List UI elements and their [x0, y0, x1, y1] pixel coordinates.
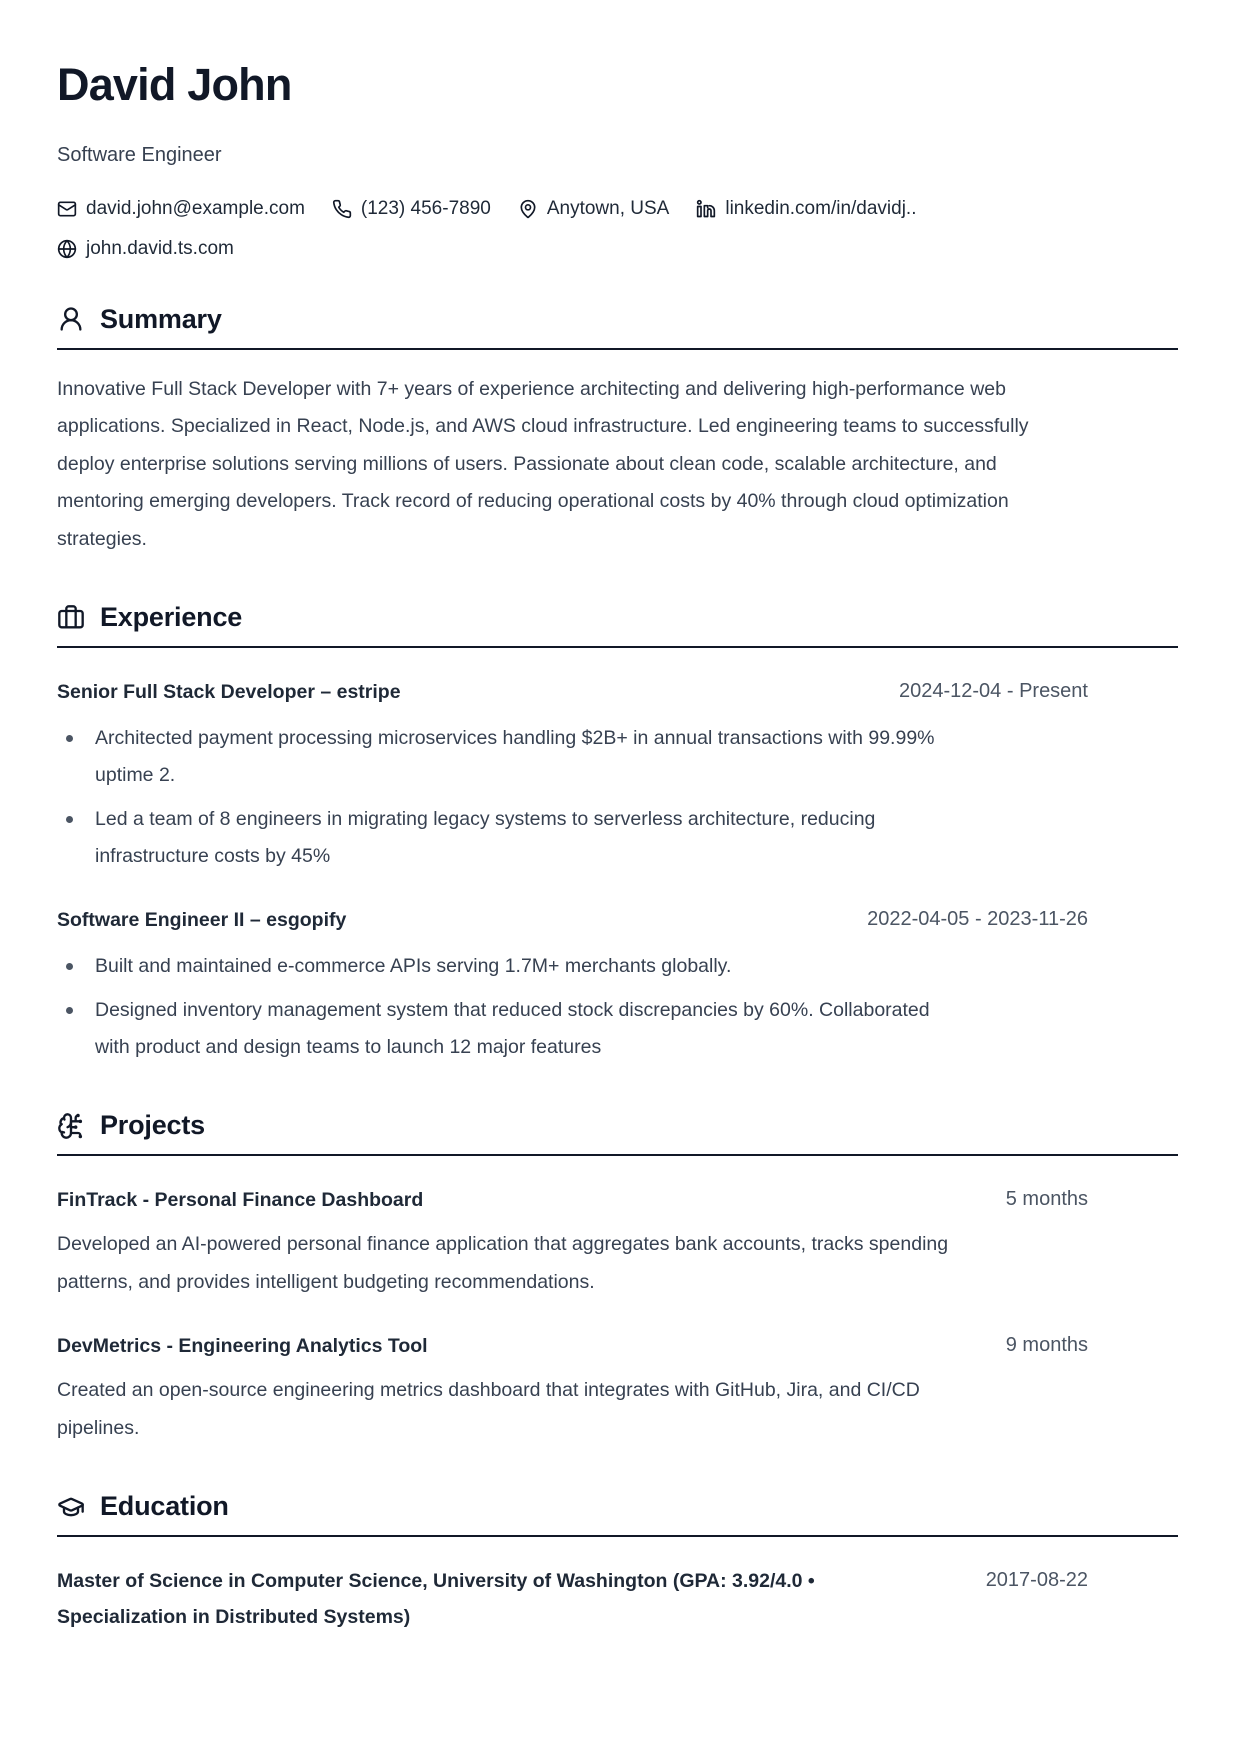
contact-location: [518, 198, 670, 220]
project-entry: [57, 1328, 1185, 1447]
job-bullet-list: [57, 720, 957, 875]
job-bullet: Designed inventory management system that reduced stock discrepancies by 60%. Collaborated with product and design teams to launch 12 major features: [57, 992, 957, 1066]
project-entry: [57, 1182, 1185, 1301]
job-bullet: Architected payment processing microservices handling $2B+ in annual transactions with 99.99% uptime 2.: [57, 720, 957, 794]
education-entry-head: [57, 1563, 1088, 1635]
job-bullet: Built and maintained e-commerce APIs serving 1.7M+ merchants globally.: [57, 948, 957, 985]
section-rule: [57, 1535, 1178, 1537]
job-title: Software Engineer II – esgopify: [57, 909, 347, 931]
education-entry: [57, 1563, 1185, 1635]
degree-title: Master of Science in Computer Science, University of Washington (GPA: 3.92/4.0 • Specialization in Distributed Systems): [57, 1570, 815, 1628]
job-bullet: Led a team of 8 engineers in migrating legacy systems to serverless architecture, reducing infrastructure costs by 45%: [57, 801, 957, 875]
project-duration: 5 months: [1005, 1188, 1088, 1210]
project-entry-head: [57, 1182, 1088, 1218]
project-entry-head: [57, 1328, 1088, 1364]
contact-website-text: john.david.ts.com: [86, 237, 234, 259]
globe-icon: [57, 239, 77, 259]
section-rule: [57, 646, 1178, 648]
experience-entry: [57, 674, 1185, 875]
person-job-title: Software Engineer: [57, 143, 222, 166]
section-education: [57, 1491, 1185, 1635]
contact-linkedin-text: linkedin.com/in/davidj..: [725, 197, 917, 219]
resume-header: [57, 60, 1185, 260]
graduation-cap-icon: [57, 1493, 85, 1521]
project-description: Created an open-source engineering metrics dashboard that integrates with GitHub, Jira, and CI/CD pipelines.: [57, 1379, 920, 1439]
person-name: David John: [57, 59, 292, 110]
experience-entry-head: [57, 674, 1088, 710]
linkedin-icon: [696, 199, 716, 219]
section-summary: [57, 304, 1185, 559]
experience-entry-head: [57, 902, 1088, 938]
user-icon: [57, 305, 85, 333]
job-dates: 2024-12-04 - Present: [898, 680, 1088, 702]
summary-title: Summary: [100, 303, 222, 334]
education-heading: [57, 1491, 1185, 1522]
experience-entry: [57, 902, 1185, 1066]
section-rule: [57, 1154, 1178, 1156]
experience-heading: [57, 602, 1185, 633]
section-projects: [57, 1110, 1185, 1447]
contact-website[interactable]: [57, 238, 234, 260]
job-title: Senior Full Stack Developer – estripe: [57, 681, 401, 703]
contact-email[interactable]: [57, 198, 305, 220]
contact-phone-text: (123) 456-7890: [360, 197, 491, 219]
section-rule: [57, 348, 1178, 350]
contact-row: [57, 198, 1057, 260]
contact-email-text: david.john@example.com: [86, 197, 305, 219]
contact-linkedin[interactable]: [696, 198, 916, 220]
section-experience: [57, 602, 1185, 1066]
degree-date: 2017-08-22: [985, 1569, 1088, 1591]
job-bullet-list: [57, 948, 957, 1066]
contact-location-text: Anytown, USA: [546, 197, 670, 219]
map-pin-icon: [518, 199, 538, 219]
summary-text: Innovative Full Stack Developer with 7+ years of experience architecting and delivering high-performance web applications. Specialized in React, Node.js, and AWS cloud infrastructure. Led engineering teams to successfully deploy enterprise solutions serving millions of users. Passionate about clean code, scalable architecture, and mentoring emerging developers. Track record of reducing operational costs by 40% through cloud optimization strategies.: [57, 377, 1029, 550]
summary-heading: [57, 304, 1185, 335]
project-description: Developed an AI-powered personal finance application that aggregates bank accounts, tracks spending patterns, and provides intelligent budgeting recommendations.: [57, 1233, 949, 1293]
job-dates: 2022-04-05 - 2023-11-26: [867, 908, 1088, 930]
project-duration: 9 months: [1005, 1334, 1088, 1356]
project-title: DevMetrics - Engineering Analytics Tool: [57, 1335, 428, 1357]
phone-icon: [332, 199, 352, 219]
brain-circuit-icon: [57, 1112, 85, 1140]
education-title: Education: [100, 1491, 229, 1521]
mail-icon: [57, 199, 77, 219]
briefcase-icon: [57, 604, 85, 632]
projects-title: Projects: [100, 1110, 205, 1140]
experience-title: Experience: [100, 602, 243, 632]
contact-phone[interactable]: [332, 198, 491, 220]
project-title: FinTrack - Personal Finance Dashboard: [57, 1189, 424, 1211]
projects-heading: [57, 1110, 1185, 1141]
